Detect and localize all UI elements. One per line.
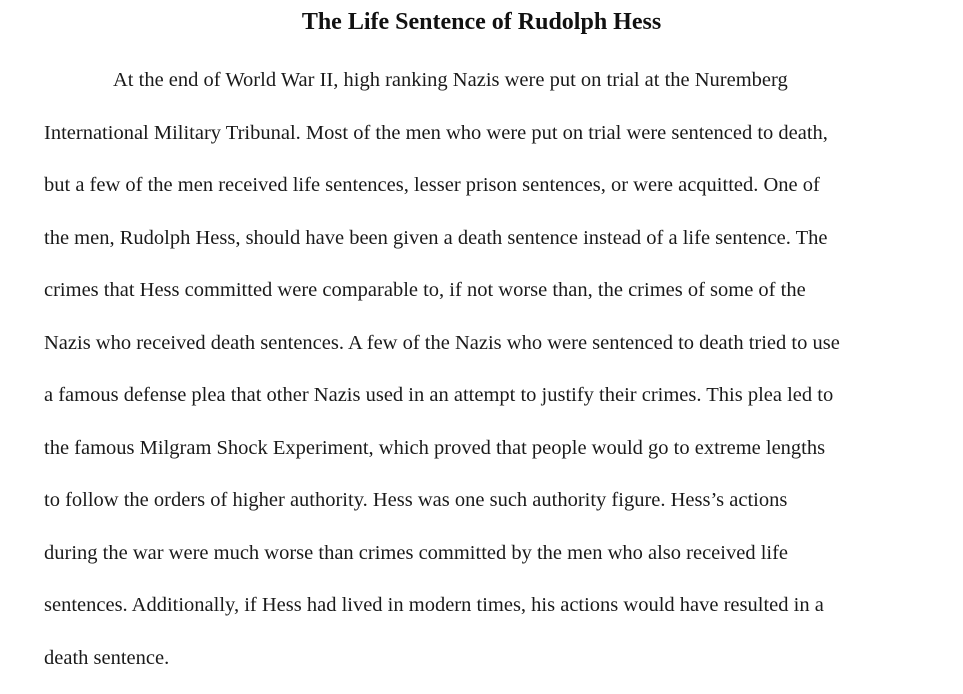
paragraph-line: during the war were much worse than crimes committed by the men who also received life [44, 541, 789, 564]
paragraph-line: death sentence. [44, 646, 170, 669]
paragraph-line: a famous defense plea that other Nazis used in an attempt to justify their crimes. This plea led to [44, 384, 834, 406]
paragraph-line: to follow the orders of higher authority. Hess was one such authority figure. Hess’s actions [44, 489, 788, 511]
paragraph-line: At the end of World War II, high ranking Nazis were put on trial at the Nuremberg [113, 69, 788, 91]
paragraph-line: crimes that Hess committed were comparable to, if not worse than, the crimes of some of the [44, 279, 806, 301]
paragraph-line: sentences. Additionally, if Hess had lived in modern times, his actions would have resulted in a [44, 594, 824, 616]
paragraph-line: the famous Milgram Shock Experiment, which proved that people would go to extreme lengths [44, 436, 826, 459]
body-paragraph [44, 62, 944, 692]
paragraph-line: but a few of the men received life sentences, lesser prison sentences, or were acquitted. One of [44, 174, 820, 196]
document-title: The Life Sentence of Rudolph Hess [301, 9, 662, 35]
paragraph-line: the men, Rudolph Hess, should have been given a death sentence instead of a life sentence. The [44, 226, 828, 249]
paragraph-line: International Military Tribunal. Most of the men who were put on trial were sentenced to death, [44, 121, 828, 144]
paragraph-line: Nazis who received death sentences. A few of the Nazis who were sentenced to death tried to use [44, 331, 840, 354]
